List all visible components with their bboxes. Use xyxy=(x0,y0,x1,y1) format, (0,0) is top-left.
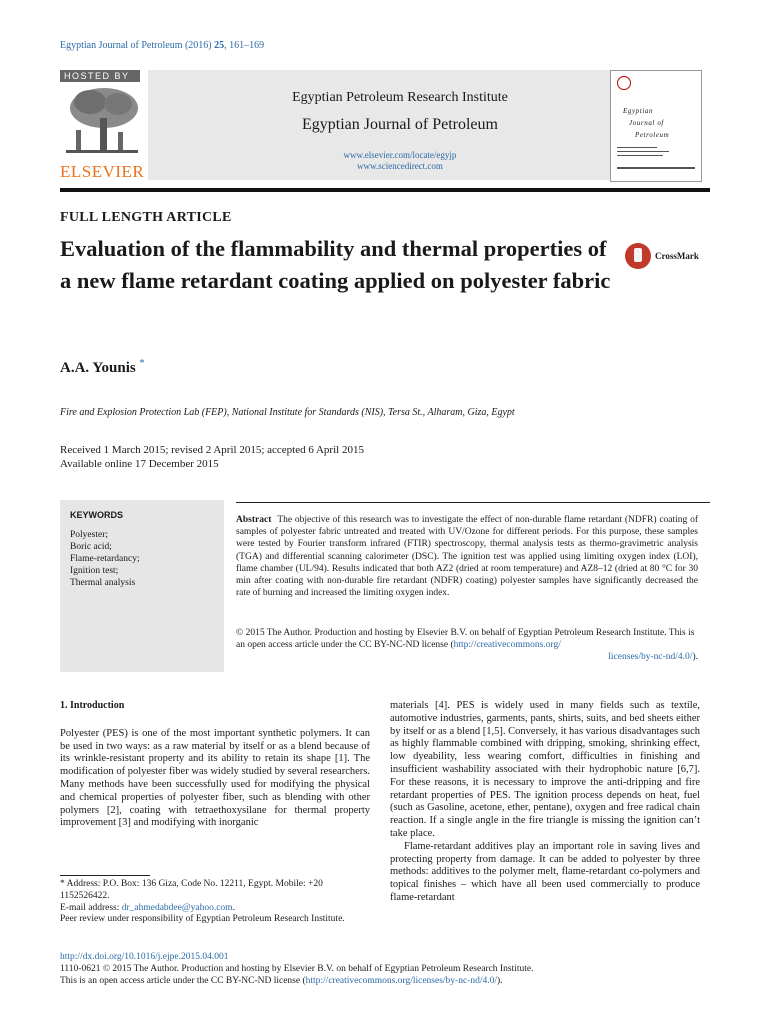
journal-title: Egyptian Journal of Petroleum xyxy=(302,116,498,133)
journal-citation-pages: , 161–169 xyxy=(224,40,265,51)
cover-text-line xyxy=(617,147,657,148)
cover-logo-icon xyxy=(617,76,631,90)
hosted-by-badge: HOSTED BY xyxy=(60,70,140,82)
crossmark-icon xyxy=(625,243,651,269)
cover-title-line-1: Egyptian xyxy=(623,107,654,115)
journal-url-sciencedirect[interactable]: www.sciencedirect.com xyxy=(357,161,443,171)
crossmark-badge[interactable] xyxy=(625,243,715,273)
intro-column-right xyxy=(390,700,700,905)
institute-name: Egyptian Petroleum Research Institute xyxy=(292,90,508,105)
keyword-item: Flame-retardancy; xyxy=(70,554,140,564)
cover-text-line xyxy=(617,151,669,152)
intro-paragraph: materials [4]. PES is widely used in many fields such as textile, automotive industries, garments, pants, shirts, suits, and bed sheets either by itself or as a blend [1,5]. Conversely, it has various disadvantages such as highly flammable combined with dripping, smoking, shrinking effect, low dyeability, less wearing comfort, difficulties in finishing and insufficient washability associated with their hydrophobic nature [6,7]. For these reasons, it is necessary to improve the anti-dripping and fire retardant properties of PES. The ignition process depends on heat, fuel (such as Gasoline, acetone, ether, pentane), oxygen and free radical chain reaction. If a single angle in the fire triangle is missing the ignition can’t take place. xyxy=(390,700,700,839)
cover-title-line-2: Journal of xyxy=(629,119,664,127)
author-affiliation: Fire and Explosion Protection Lab (FEP), National Institute for Standards (NIS), Tersa St., Alharam, Giza, Egypt xyxy=(60,407,515,418)
received-dates: Received 1 March 2015; revised 2 April 2015; accepted 6 April 2015 xyxy=(60,444,364,456)
footnote-email xyxy=(60,903,370,915)
elsevier-logo-text: ELSEVIER xyxy=(60,162,145,181)
journal-citation-name: Egyptian Journal of Petroleum (2016) xyxy=(60,40,212,51)
license-close: ). xyxy=(692,652,698,663)
keyword-item: Boric acid; xyxy=(70,542,112,552)
footnote-address: * Address: P.O. Box: 136 Giza, Code No. 12211, Egypt. Mobile: +20 1152526422. xyxy=(60,879,323,901)
keywords-box xyxy=(60,500,224,672)
license-link-part2[interactable]: licenses/by-nc-nd/4.0/ xyxy=(608,652,693,663)
journal-banner xyxy=(148,70,652,180)
keyword-item: Ignition test; xyxy=(70,566,119,576)
journal-url-elsevier[interactable]: www.elsevier.com/locate/egyjp xyxy=(343,150,457,160)
footer-license-text: This is an open access article under the CC BY-NC-ND license ( xyxy=(60,976,306,986)
footer-license-close: ). xyxy=(497,976,503,986)
abstract xyxy=(236,514,698,599)
keyword-item: Polyester; xyxy=(70,530,108,540)
journal-citation xyxy=(60,40,264,51)
article-type: FULL LENGTH ARTICLE xyxy=(60,210,232,225)
article-title: Evaluation of the flammability and thermal properties of a new flame retardant coating applied on polyester fabric xyxy=(60,236,611,293)
journal-citation-volume: 25 xyxy=(214,40,225,51)
cover-title-line-3: Petroleum xyxy=(635,131,670,139)
author-footnote-mark[interactable]: * xyxy=(139,358,145,369)
elsevier-tree-logo-icon xyxy=(60,84,142,158)
footer-license-link[interactable]: http://creativecommons.org/licenses/by-nc-nd/4.0/ xyxy=(305,976,497,986)
author-footnote xyxy=(60,879,370,926)
header-rule xyxy=(60,188,710,192)
author-name-text: A.A. Younis xyxy=(60,360,136,376)
intro-paragraph: Flame-retardant additives play an important role in saving lives and protecting property from damage. It can be added to polyester by three methods: additives to the polymer melt, flame-retardant co-polymers and topical finishes – which have all been used commercially to produce flame-retardant xyxy=(390,840,700,903)
abstract-text: The objective of this research was to investigate the effect of non-durable flame retardant (NDFR) coating of samples of polyester fabric untreated and treated with UV/Ozone for different periods. For this purpose, these samples were tested by Fourier transform infrared (FTIR) spectroscopy, thermal analysis tests as thermo-gravimetric analysis (TGA) and differential scanning calorimeter (DSC). The ignition test was applied using limiting oxygen index (LOI), flame chamber (UL/94). Results indicated that both AZ2 (dried at room temperature) and AZ8–12 (dried at 80 °C for 30 min after coating with non-durable fire retardant (NDFR) coating) polyester samples have significantly decreased the rate of burning and increased the limiting oxygen index. xyxy=(236,515,698,599)
cover-text-line xyxy=(617,155,663,156)
section-heading-introduction: 1. Introduction xyxy=(60,700,125,711)
online-date: Available online 17 December 2015 xyxy=(60,458,219,470)
keyword-item: Thermal analysis xyxy=(70,578,136,588)
abstract-label: Abstract xyxy=(236,515,272,525)
issn-copyright: 1110-0621 © 2015 The Author. Production and hosting by Elsevier B.V. on behalf of Egyptian Petroleum Research Institute. xyxy=(60,964,534,974)
footnote-email-label: E-mail address: xyxy=(60,902,122,913)
abstract-rule xyxy=(236,502,710,503)
cover-text-line xyxy=(617,167,695,169)
journal-urls xyxy=(148,150,652,172)
email-link[interactable]: dr_ahmedabdee@yahoo.com xyxy=(121,902,233,913)
journal-cover-thumbnail xyxy=(610,70,702,182)
license-link-part1[interactable]: http://creativecommons.org/ xyxy=(453,640,561,651)
footnote-rule xyxy=(60,875,150,876)
page-footer xyxy=(60,951,710,987)
footnote-peer-review: Peer review under responsibility of Egyptian Petroleum Research Institute. xyxy=(60,914,345,925)
abstract-license-text: © 2015 The Author. Production and hosting by Elsevier B.V. on behalf of Egyptian Petroleum Research Institute. This is an open access article under the CC BY-NC-ND license ( xyxy=(236,628,695,651)
crossmark-label: CrossMark xyxy=(655,251,699,261)
cover-title xyxy=(623,105,669,141)
footer-license xyxy=(60,975,710,987)
abstract-license xyxy=(236,627,698,664)
footnote-email-end: . xyxy=(232,902,235,913)
article-dates xyxy=(60,443,364,471)
doi-link[interactable]: http://dx.doi.org/10.1016/j.ejpe.2015.04.001 xyxy=(60,952,229,962)
journal-header xyxy=(60,70,710,184)
intro-column-left xyxy=(60,700,370,830)
author-name xyxy=(60,358,144,377)
keywords-heading: KEYWORDS xyxy=(70,510,124,520)
intro-paragraph: Polyester (PES) is one of the most important synthetic polymers. It can be used in two ways: as a raw material by itself or as a blend because of its wrinkle-resistant property and its ability to retain its shape [1]. The modification of polyester fiber was widely studied by several researchers. Many methods have been successfully used for modifying the physical and chemical properties of polyester fiber, such as blending with other polymers [2], coating with tetraethoxysilane for thermal property improvement [3] and modifying with inorganic xyxy=(60,727,370,829)
